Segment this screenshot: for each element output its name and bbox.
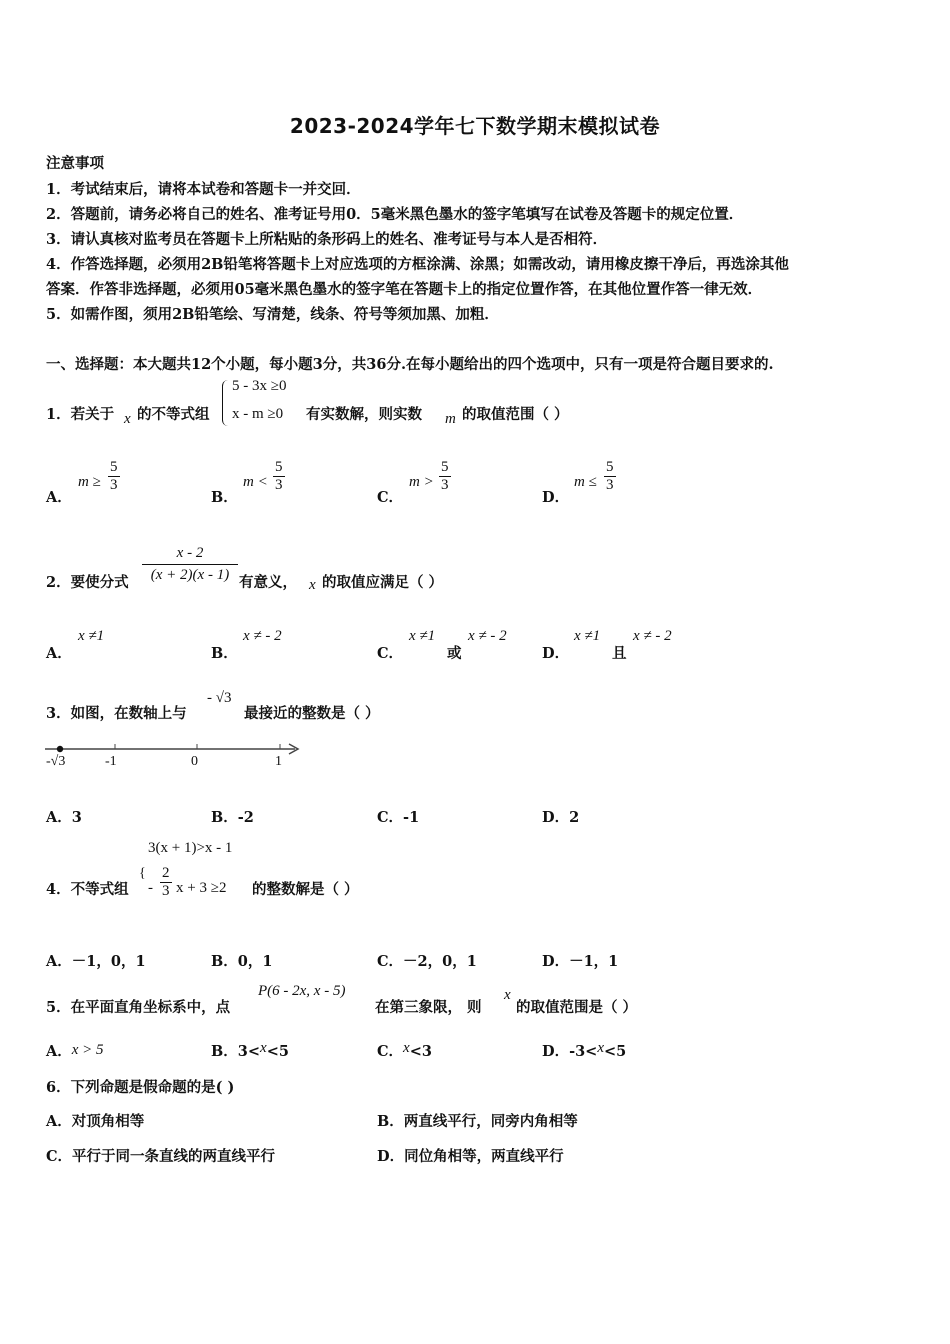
q4-option-d[interactable] — [542, 950, 618, 971]
q4-text: 4．不等式组 — [46, 881, 129, 898]
number-line — [40, 738, 310, 778]
q5-option-c[interactable] — [377, 1040, 432, 1061]
option-label: C． — [46, 1148, 73, 1165]
option-value: -2 — [237, 809, 254, 826]
option-value: －1，0，1 — [71, 953, 146, 970]
option-value: 同位角相等，两直线平行 — [404, 1148, 564, 1165]
option-math: x ≠ - 2 — [243, 628, 282, 644]
q3-option-b[interactable] — [211, 806, 254, 827]
option-join: 且 — [612, 645, 627, 662]
q5-option-d[interactable] — [542, 1040, 626, 1061]
q5-text: 5．在平面直角坐标系中，点 — [46, 999, 231, 1016]
q6-option-d[interactable] — [377, 1145, 564, 1166]
q6-option-c[interactable] — [46, 1145, 275, 1166]
denominator: (x + 2)(x - 1) — [150, 567, 230, 583]
q1-var-x: x — [124, 411, 131, 427]
fraction — [604, 460, 616, 493]
q1-text: 的不等式组 — [137, 406, 210, 423]
option-join: 或 — [447, 645, 462, 662]
q1-text: 1．若关于 — [46, 406, 115, 423]
option-label: B． — [211, 1043, 238, 1060]
numerator: 5 — [110, 459, 118, 475]
fraction — [160, 866, 172, 899]
q5-text: 的取值范围是（ ） — [516, 999, 638, 1016]
option-label: C． — [377, 953, 404, 970]
option-math: m ≥ — [78, 474, 101, 490]
option-math: x ≠ - 2 — [468, 628, 507, 644]
denominator: 3 — [110, 477, 118, 493]
q1-brace — [222, 380, 231, 426]
option-math: x ≠1 — [78, 628, 105, 644]
q3-text: 最接近的整数是（ ） — [244, 705, 380, 722]
q2-var-x: x — [309, 577, 316, 593]
q4-option-a[interactable] — [46, 950, 146, 971]
option-value: 3 — [71, 809, 82, 826]
option-label: B． — [211, 489, 238, 506]
q2-text: 2．要使分式 — [46, 574, 129, 591]
option-label: C． — [377, 645, 404, 662]
option-math: x > 5 — [71, 1042, 104, 1058]
notice-line: 5．如需作图，须用2B铅笔绘、写清楚，线条、符号等须加黑、加粗． — [46, 306, 499, 323]
option-text: <3 — [409, 1043, 432, 1060]
option-label: A． — [46, 1113, 72, 1130]
q1-text: 的取值范围（ ） — [462, 406, 569, 423]
axis-label: -1 — [105, 754, 117, 769]
option-value: 平行于同一条直线的两直线平行 — [72, 1148, 276, 1165]
numerator: 5 — [606, 459, 614, 475]
q6-text: 6．下列命题是假命题的是( ) — [46, 1079, 235, 1096]
q4-option-c[interactable] — [377, 950, 477, 971]
option-label: C． — [377, 1043, 404, 1060]
option-label: A． — [46, 645, 72, 662]
notice-heading: 注意事项 — [46, 155, 104, 172]
option-label: B． — [211, 809, 238, 826]
q3-option-d[interactable] — [542, 806, 579, 827]
option-label: D． — [542, 645, 570, 662]
numerator: 2 — [162, 865, 170, 881]
q4-sys-minus: - — [148, 880, 153, 896]
notice-line: 3．请认真核对监考员在答题卡上所粘贴的条形码上的姓名、准考证号与本人是否相符． — [46, 231, 608, 248]
q1-text: 有实数解，则实数 — [306, 406, 422, 423]
option-math: x ≠1 — [574, 628, 601, 644]
point-marker — [57, 746, 63, 752]
q3-text: 3．如图，在数轴上与 — [46, 705, 187, 722]
notice-line: 1．考试结束后，请将本试卷和答题卡一并交回． — [46, 181, 361, 198]
option-label: C． — [377, 489, 404, 506]
q3-option-a[interactable] — [46, 806, 82, 827]
notice-line: 4．作答选择题，必须用2B铅笔将答题卡上对应选项的方框涂满、涂黑；如需改动，请用橡皮擦干净后，再选涂其他 — [46, 256, 789, 273]
fraction — [142, 545, 238, 584]
option-value: -1 — [403, 809, 420, 826]
option-label: A． — [46, 489, 72, 506]
option-value: 2 — [569, 809, 580, 826]
q4-option-b[interactable] — [211, 950, 272, 971]
option-math: x — [597, 1040, 605, 1056]
option-label: D． — [377, 1148, 405, 1165]
option-label: D． — [542, 489, 570, 506]
option-value: 0，1 — [237, 953, 273, 970]
option-text: -3< — [569, 1043, 598, 1060]
option-label: A． — [46, 953, 72, 970]
option-math: m ≤ — [574, 474, 597, 490]
option-text: 3< — [237, 1043, 261, 1060]
option-value: 两直线平行，同旁内角相等 — [403, 1113, 578, 1130]
option-value: －1，1 — [569, 953, 619, 970]
denominator: 3 — [606, 477, 614, 493]
option-math: m < — [243, 474, 268, 490]
denominator: 3 — [162, 883, 170, 899]
q4-brace: { — [139, 866, 146, 881]
option-label: D． — [542, 953, 570, 970]
fraction — [439, 460, 451, 493]
denominator: 3 — [441, 477, 449, 493]
q5-option-b[interactable] — [211, 1040, 289, 1061]
q1-sys-line: 5 - 3x ≥0 — [232, 378, 287, 394]
numerator: 5 — [441, 459, 449, 475]
q5-text: 在第三象限， 则 — [375, 999, 482, 1016]
fraction — [273, 460, 285, 493]
option-math: m > — [409, 474, 434, 490]
numerator: 5 — [275, 459, 283, 475]
option-label: B． — [377, 1113, 404, 1130]
option-label: D． — [542, 1043, 570, 1060]
option-label: C． — [377, 809, 404, 826]
option-label: B． — [211, 645, 238, 662]
option-label: B． — [211, 953, 238, 970]
option-math: x ≠ - 2 — [633, 628, 672, 644]
axis-label: 0 — [191, 754, 198, 769]
q4-text: 的整数解是（ ） — [252, 881, 359, 898]
q1-sys-line: x - m ≥0 — [232, 406, 284, 422]
axis-label: -√3 — [46, 754, 66, 769]
numerator: x - 2 — [142, 545, 238, 565]
q3-expression: - √3 — [207, 690, 232, 706]
denominator: 3 — [275, 477, 283, 493]
option-text: <5 — [266, 1043, 289, 1060]
q2-text: 的取值应满足（ ） — [322, 574, 444, 591]
q5-var-x: x — [504, 987, 511, 1003]
option-math: x ≠1 — [409, 628, 436, 644]
notice-line: 2．答题前，请务必将自己的姓名、准考证号用0．5毫米黑色墨水的签字笔填写在试卷及答题卡的规定位置． — [46, 206, 744, 223]
option-math: x — [403, 1040, 410, 1056]
option-value: －2，0，1 — [403, 953, 477, 970]
option-text: <5 — [604, 1043, 627, 1060]
q5-point: P(6 - 2x, x - 5) — [258, 983, 346, 999]
q3-option-c[interactable] — [377, 806, 419, 827]
q4-sys-line: 3(x + 1)>x - 1 — [148, 840, 233, 856]
q5-option-a[interactable] — [46, 1040, 104, 1061]
option-math: x — [260, 1040, 267, 1056]
option-label: A． — [46, 809, 72, 826]
axis-label: 1 — [275, 754, 282, 769]
q1-var-m: m — [445, 411, 456, 427]
fraction — [108, 460, 120, 493]
q2-text: 有意义， — [239, 574, 297, 591]
q4-sys-line: x + 3 ≥2 — [176, 880, 227, 896]
q6-option-b[interactable] — [377, 1110, 578, 1131]
section-heading: 一、选择题：本大题共12个小题，每小题3分，共36分.在每小题给出的四个选项中，只有一项是符合题目要求的. — [46, 356, 774, 373]
q6-option-a[interactable] — [46, 1110, 144, 1131]
page-title: 2023-2024学年七下数学期末模拟试卷 — [289, 114, 661, 138]
notice-line: 答案．作答非选择题，必须用05毫米黑色墨水的签字笔在答题卡上的指定位置作答，在其他位置作答一律无效． — [46, 281, 763, 298]
option-label: A． — [46, 1043, 72, 1060]
option-label: D． — [542, 809, 570, 826]
option-value: 对顶角相等 — [71, 1113, 145, 1130]
